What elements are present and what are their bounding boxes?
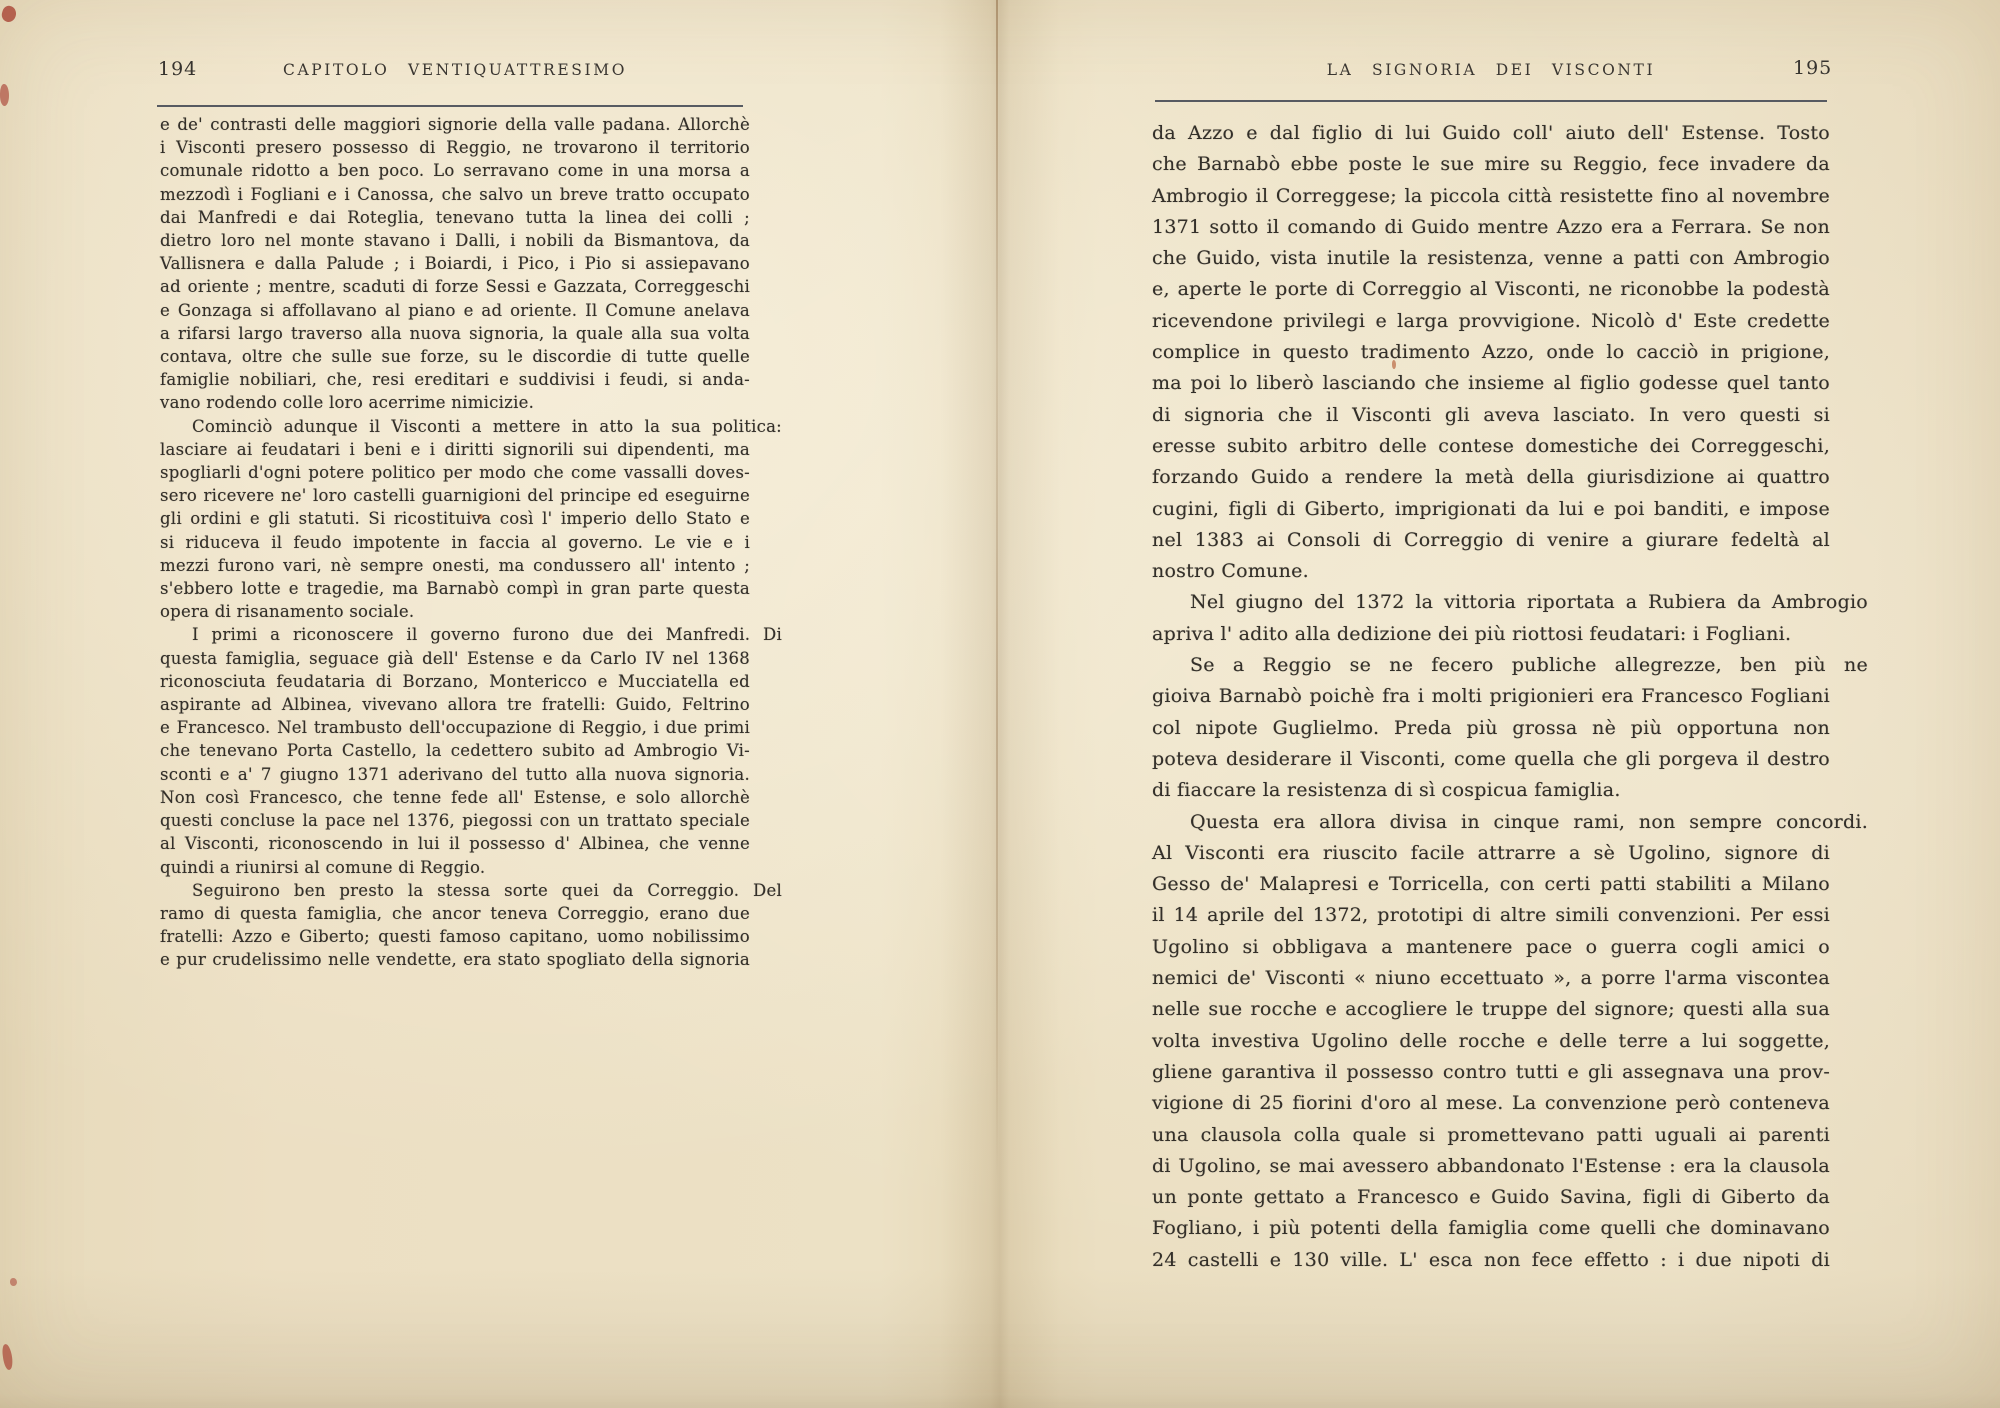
text-line: poteva desiderare il Visconti, come quella che gli porgeva il destro bbox=[1152, 747, 1830, 770]
text-line: di fiaccare la resistenza di sì cospicua famiglia. bbox=[1152, 779, 1621, 802]
text-line: e Francesco. Nel trambusto dell'occupazione di Reggio, i due primi bbox=[160, 718, 750, 738]
paragraph bbox=[1152, 118, 1830, 587]
text-line: e pur crudelissimo nelle vendette, era stato spogliato della signoria bbox=[160, 950, 750, 970]
text-line: si riduceva il feudo impotente in faccia al governo. Le vie e i bbox=[160, 532, 750, 552]
text-line: col nipote Guglielmo. Preda più grossa nè più opportuna non bbox=[1152, 716, 1830, 739]
paper-speck bbox=[10, 1278, 17, 1286]
text-line: Non così Francesco, che tenne fede all' Estense, e solo allorchè bbox=[160, 787, 750, 807]
text-line: I primi a riconoscere il governo furono due dei Manfredi. Di bbox=[192, 625, 782, 645]
paragraph bbox=[160, 415, 782, 624]
text-line: dai Manfredi e dai Roteglia, tenevano tutta la linea dei colli ; bbox=[160, 207, 750, 227]
text-line: a rifarsi largo traverso alla nuova signoria, la quale alla sua volta bbox=[160, 323, 750, 343]
paragraph bbox=[160, 879, 782, 972]
gutter-crease bbox=[996, 0, 998, 1180]
text-line: vigione di 25 fiorini d'oro al mese. La convenzione però conteneva bbox=[1152, 1092, 1830, 1115]
text-line: Gesso de' Malapresi e Torricella, con certi patti stabiliti a Milano bbox=[1152, 873, 1830, 896]
text-line: ad oriente ; mentre, scaduti di forze Sessi e Gazzata, Correggeschi bbox=[160, 277, 750, 297]
text-line: un ponte gettato a Francesco e Guido Savina, figli di Giberto da bbox=[1152, 1186, 1830, 1209]
text-line: comunale ridotto a ben poco. Lo serravano come in una morsa a bbox=[160, 161, 750, 181]
text-line: spogliarli d'ogni potere politico per modo che come vassalli doves- bbox=[160, 463, 750, 483]
paragraph bbox=[160, 113, 750, 415]
page-body-left bbox=[160, 113, 782, 972]
text-line: famiglie nobiliari, che, resi ereditari e suddivisi i feudi, si anda- bbox=[160, 370, 750, 390]
text-line: una clausola colla quale si promettevano patti uguali ai parenti bbox=[1152, 1123, 1830, 1146]
text-line: Al Visconti era riuscito facile attrarre a sè Ugolino, signore di bbox=[1152, 841, 1830, 864]
text-line: da Azzo e dal figlio di lui Guido coll' aiuto dell' Estense. Tosto bbox=[1152, 122, 1830, 144]
text-line: 24 castelli e 130 ville. L' esca non fece effetto : i due nipoti di bbox=[1152, 1248, 1830, 1271]
text-line: fratelli: Azzo e Giberto; questi famoso capitano, uomo nobilissimo bbox=[160, 927, 750, 947]
text-line: gliene garantiva il possesso contro tutti e gli assegnava una prov- bbox=[1152, 1060, 1830, 1083]
text-line: che Barnabò ebbe poste le sue mire su Reggio, fece invadere da bbox=[1152, 153, 1830, 176]
text-line: opera di risanamento sociale. bbox=[160, 602, 415, 622]
running-header-left: CAPITOLO VENTIQUATTRESIMO bbox=[282, 61, 628, 79]
paper-speck bbox=[0, 84, 9, 106]
text-line: cugini, figli di Giberto, imprigionati da lui e poi banditi, e impose bbox=[1152, 497, 1830, 520]
text-line: che Guido, vista inutile la resistenza, venne a patti con Ambrogio bbox=[1152, 247, 1830, 270]
text-line: gioiva Barnabò poichè fra i molti prigionieri era Francesco Fogliani bbox=[1152, 685, 1830, 708]
text-line: questi concluse la pace nel 1376, piegossi con un trattato speciale bbox=[160, 811, 750, 831]
text-line: s'ebbero lotte e tragedie, ma Barnabò compì in gran parte questa bbox=[160, 579, 750, 599]
text-line: al Visconti, riconoscendo in lui il possesso d' Albinea, che venne bbox=[160, 834, 750, 854]
paper-speck bbox=[1, 1344, 14, 1371]
text-line: nelle sue rocche e accogliere le truppe del signore; questi alla sua bbox=[1152, 998, 1830, 1021]
text-line: e de' contrasti delle maggiori signorie della valle padana. Allorchè bbox=[160, 115, 750, 134]
text-line: Seguirono ben presto la stessa sorte quei da Correggio. Del bbox=[192, 880, 782, 900]
text-line: 1371 sotto il comando di Guido mentre Azzo era a Ferrara. Se non bbox=[1152, 215, 1830, 238]
page-body-right bbox=[1152, 118, 1868, 1276]
text-line: nostro Comune. bbox=[1152, 560, 1309, 583]
text-line: mezzodì i Fogliani e i Canossa, che salvo un breve tratto occupato bbox=[160, 184, 750, 204]
text-line: e Gonzaga si affollavano al piano e ad oriente. Il Comune anelava bbox=[160, 300, 750, 320]
text-line: apriva l' adito alla dedizione dei più riottosi feudatari: i Fogliani. bbox=[1152, 622, 1792, 645]
text-line: ma poi lo liberò lasciando che insieme al figlio godesse quel tanto bbox=[1152, 372, 1830, 395]
text-line: il 14 aprile del 1372, prototipi di altre simili convenzioni. Per essi bbox=[1152, 904, 1830, 927]
text-line: di signoria che il Visconti gli aveva lasciato. In vero questi si bbox=[1152, 403, 1830, 426]
text-line: eresse subito arbitro delle contese domestiche dei Correggeschi, bbox=[1152, 434, 1830, 457]
text-line: Vallisnera e dalla Palude ; i Boiardi, i Pico, i Pio si assiepavano bbox=[160, 254, 750, 274]
text-line: sconti e a' 7 giugno 1371 aderivano del tutto alla nuova signoria. bbox=[160, 764, 750, 784]
text-line: i Visconti presero possesso di Reggio, ne trovarono il territorio bbox=[160, 138, 750, 158]
page-number-left: 194 bbox=[158, 58, 198, 80]
text-line: Questa era allora divisa in cinque rami, non sempre concordi. bbox=[1190, 810, 1868, 833]
text-line: volta investiva Ugolino delle rocche e delle terre a lui soggette, bbox=[1152, 1029, 1830, 1052]
text-line: di Ugolino, se mai avessero abbandonato l'Estense : era la clausola bbox=[1152, 1154, 1830, 1177]
text-line: Se a Reggio se ne fecero publiche allegrezze, ben più ne bbox=[1190, 654, 1868, 677]
running-header-right: LA SIGNORIA DEI VISCONTI bbox=[1326, 61, 1656, 79]
text-line: e, aperte le porte di Correggio al Visconti, ne riconobbe la podestà bbox=[1152, 278, 1830, 301]
text-line: nemici de' Visconti « niuno eccettuato », a porre l'arma viscontea bbox=[1152, 967, 1830, 990]
page-number-right: 195 bbox=[1793, 57, 1833, 79]
text-line: contava, oltre che sulle sue forze, su le discordie di tutte quelle bbox=[160, 347, 750, 367]
text-line: Cominciò adunque il Visconti a mettere in atto la sua politica: bbox=[192, 416, 782, 436]
header-rule-right bbox=[1155, 100, 1827, 102]
text-line: vano rodendo colle loro acerrime nimicizie. bbox=[160, 393, 535, 413]
paragraph bbox=[1152, 587, 1868, 650]
paragraph bbox=[1152, 650, 1868, 806]
text-line: questa famiglia, seguace già dell' Estense e da Carlo IV nel 1368 bbox=[160, 648, 750, 668]
text-line: che tenevano Porta Castello, la cedettero subito ad Ambrogio Vi- bbox=[160, 741, 750, 761]
text-line: Nel giugno del 1372 la vittoria riportata a Rubiera da Ambrogio bbox=[1190, 591, 1868, 614]
paper-speck bbox=[0, 4, 18, 24]
text-line: quindi a riunirsi al comune di Reggio. bbox=[160, 857, 486, 877]
text-line: Ugolino si obbligava a mantenere pace o guerra cogli amici o bbox=[1152, 935, 1830, 958]
header-rule-left bbox=[157, 105, 743, 107]
text-line: complice in questo tradimento Azzo, onde lo cacciò in prigione, bbox=[1152, 341, 1830, 364]
text-line: mezzi furono vari, nè sempre onesti, ma condussero all' intento ; bbox=[160, 555, 750, 575]
text-line: nel 1383 ai Consoli di Correggio di venire a giurare fedeltà al bbox=[1152, 528, 1830, 551]
page-gutter-shadow bbox=[940, 0, 1060, 1408]
paragraph bbox=[160, 623, 782, 878]
text-line: riconosciuta feudataria di Borzano, Montericco e Mucciatella ed bbox=[160, 671, 750, 691]
text-line: aspirante ad Albinea, vivevano allora tre fratelli: Guido, Feltrino bbox=[160, 695, 750, 715]
paragraph bbox=[1152, 807, 1868, 1276]
text-line: ramo di questa famiglia, che ancor teneva Correggio, erano due bbox=[160, 903, 750, 923]
text-line: ricevendone privilegi e larga provvigione. Nicolò d' Este credette bbox=[1152, 309, 1830, 332]
text-line: dietro loro nel monte stavano i Dalli, i nobili da Bismantova, da bbox=[160, 231, 750, 251]
text-line: Ambrogio il Correggese; la piccola città resistette fino al novembre bbox=[1152, 184, 1830, 207]
text-line: Fogliano, i più potenti della famiglia come quelli che dominavano bbox=[1152, 1217, 1830, 1240]
text-line: gli ordini e gli statuti. Si ricostituiva così l' imperio dello Stato e bbox=[160, 509, 750, 529]
text-line: sero ricevere ne' loro castelli guarnigioni del principe ed eseguirne bbox=[160, 486, 750, 506]
text-line: lasciare ai feudatari i beni e i diritti signorili sui dipendenti, ma bbox=[160, 439, 750, 459]
text-line: forzando Guido a rendere la metà della giurisdizione ai quattro bbox=[1152, 466, 1830, 489]
